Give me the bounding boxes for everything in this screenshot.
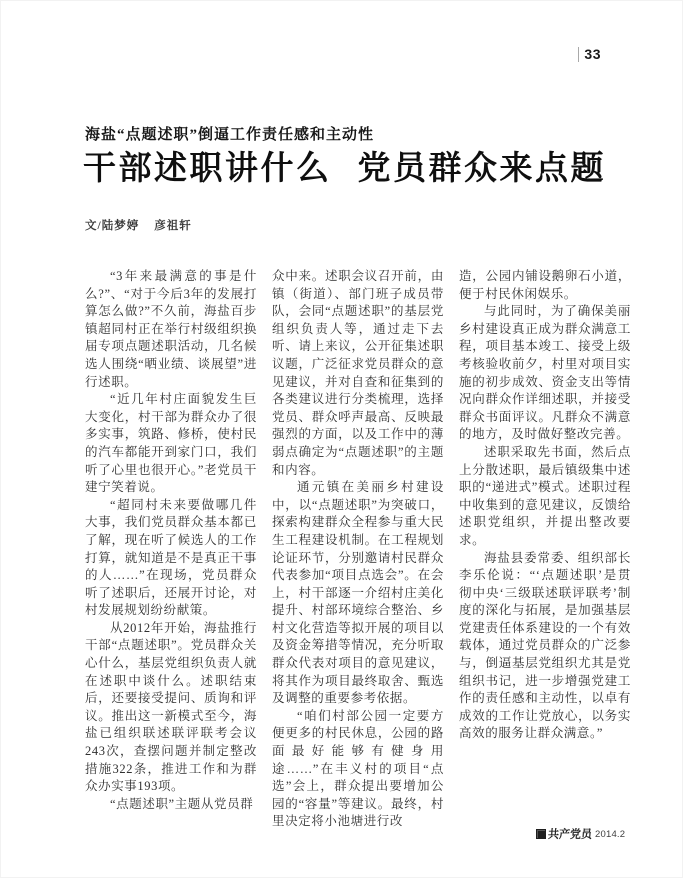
- paragraph: 述职采取先书面，然后点上分散述职，最后镇级集中述职的“递进式”模式。述职过程中收集到的意见建议，反馈给述职党组织，并提出整改要求。: [459, 444, 631, 547]
- paragraph: 从2012年开始，海盐推行干部“点题述职”。党员群众关心什么，基层党组织负责人就在述职中谈什么。述职结束后，还要接受提问、质询和评议。推出这一新模式至今，海盐已组织联述联评联考会议243次，查摆问题并制定整改措施322条，推进工作和为群众办实事193项。: [85, 620, 257, 794]
- page-number-block: [578, 46, 601, 62]
- magazine-issue: 2014.2: [595, 828, 626, 840]
- headline-right: 党员群众来点题: [357, 151, 606, 187]
- article-column-2: [272, 268, 444, 831]
- paragraph: “点题述职”主题从党员群: [110, 796, 254, 811]
- paragraph: “3年来最满意的事是什么?”、“对于今后3年的发展打算怎么做?”不久前，海盐百步镇超同村正在举行村级组织换届专项点题述职活动，几名候选人围绕“晒业绩、谈展望”进行述职。: [85, 269, 257, 389]
- paragraph-continuation: 众中来。述职会议召开前，由镇（街道）、部门班子成员带队，会同“点题述职”的基层党组织负责人等，通过走下去听、请上来议，公开征集述职议题，广泛征求党员群众的意见建议，并对自查和征集到的各类建议进行分类梳理，选择党员、群众呼声最高、反映最强烈的方面，以及工作中的薄弱点确定为“点题述职”的主题和内容。: [272, 269, 444, 477]
- paragraph: 通元镇在美丽乡村建设中，以“点题述职”为突破口，探索构建群众全程参与重大民生工程建设机制。在工程规划论证环节，分别邀请村民群众代表参加“项目点选会”。在会上，村干部逐一介绍村庄美化提升、村部环境综合整治、乡村文化营造等拟开展的项目以及资金筹措等情况，充分听取群众代表对项目的意见建议，将其作为项目最终取舍、甄选及调整的重要参考依据。: [272, 480, 444, 706]
- paragraph: 海盐县委常委、组织部长李乐伦说：“‘点题述职’是贯彻中央‘三级联述联评联考’制度的深化与拓展，是加强基层党建责任体系建设的一个有效载体，通过党员群众的广泛参与，倒逼基层党组织尤其是党组织书记，进一步增强党建工作的责任感和主动性，以卓有成效的工作让党放心，以务实高效的服务让群众满意。”: [459, 550, 631, 741]
- byline-author1: 文/陆梦婷: [85, 220, 140, 232]
- page-number-divider: [578, 47, 579, 62]
- page-number: 33: [584, 46, 601, 62]
- magazine-title: 共产党员: [547, 827, 593, 842]
- article-kicker: 海盐“点题述职”倒逼工作责任感和主动性: [85, 127, 375, 143]
- magazine-footer: [536, 826, 625, 842]
- magazine-seal-icon: [536, 829, 546, 839]
- article-headline: [83, 149, 606, 190]
- paragraph: “咱们村部公园一定要方便更多的村民休息，公园的路面最好能够有健身用途……”在丰义村的项目“点选”会上，群众提出要增加公园的“容量”等建议。最终，村里决定将小池塘进行改: [272, 708, 444, 829]
- article-column-3: [459, 268, 631, 831]
- byline: [85, 217, 192, 233]
- paragraph: “超同村未来要做哪几件大事，我们党员群众基本都已了解，现在听了候选人的工作打算，就知道是不是真正干事的人……”在现场，党员群众听了述职后，还展开讨论，对村发展规划纷纷献策。: [85, 497, 257, 618]
- headline-left: 干部述职讲什么: [83, 151, 332, 187]
- byline-author2: 彦祖轩: [154, 220, 192, 232]
- paragraph-continuation: 造，公园内铺设鹅卵石小道，便于村民休闲娱乐。: [459, 269, 631, 301]
- article-column-1: [85, 268, 257, 831]
- paragraph: “近几年村庄面貌发生巨大变化，村干部为群众办了很多实事，筑路、修桥，使村民的汽车都能开到家门口，我们听了心里也很开心。”老党员干建宁笑着说。: [85, 392, 257, 495]
- paragraph: 与此同时，为了确保美丽乡村建设真正成为群众满意工程，项目基本竣工、接受上级考核验收前夕，村里对项目实施的初步成效、资金支出等情况向群众作详细述职，并接受群众书面评议。凡群众不满意的地方，及时做好整改完善。: [459, 304, 631, 442]
- article-body: [85, 268, 631, 831]
